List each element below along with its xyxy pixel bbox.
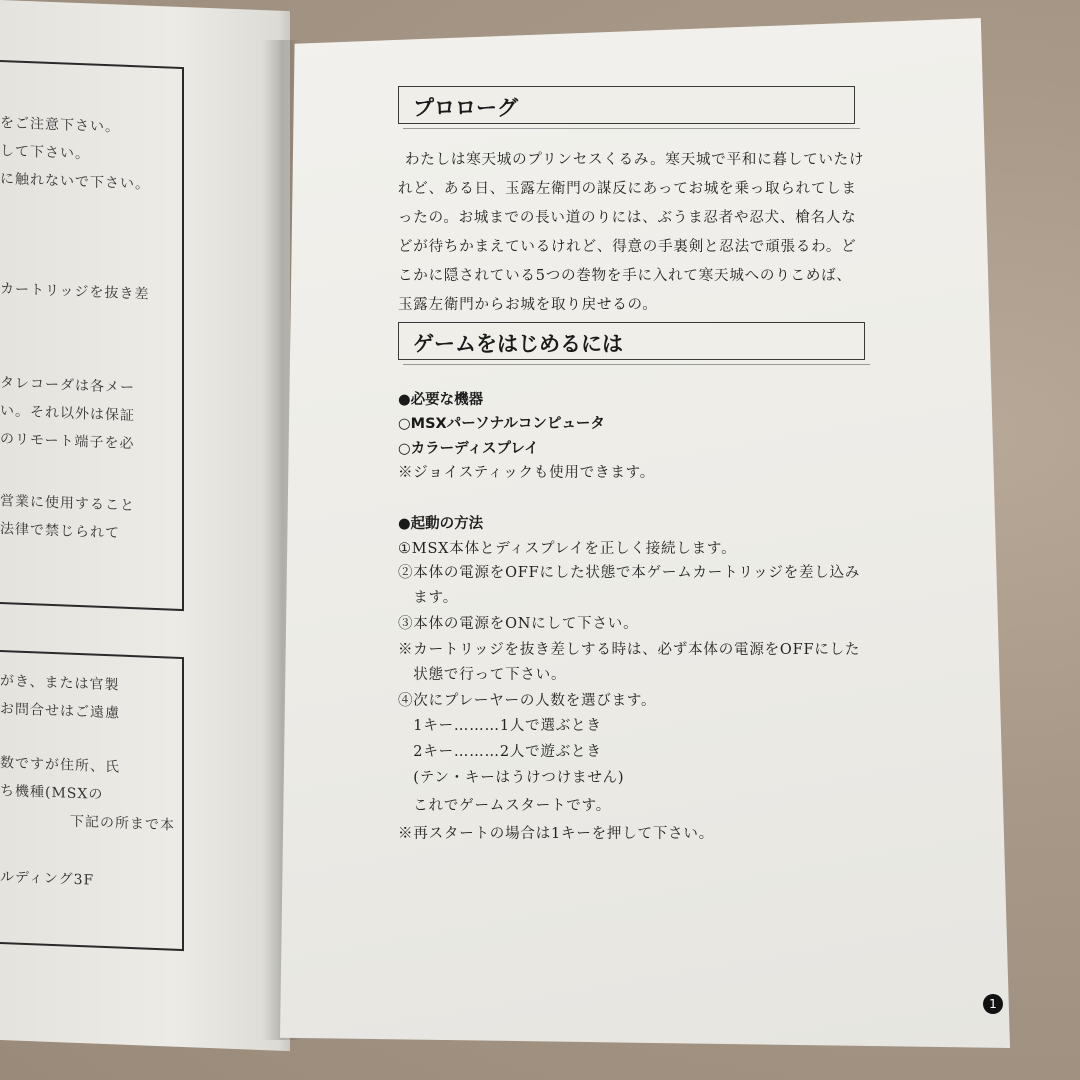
boot-step: ②本体の電源をOFFにした状態で本ゲームカートリッジを差し込み [398, 565, 861, 581]
left-text-line: のリモート端子を必 [0, 431, 135, 453]
left-text-line: ち機種(MSXの [0, 783, 104, 803]
equipment-item: ○MSXパーソナルコンピュータ [398, 416, 605, 432]
boot-step: ※再スタートの場合は1キーを押して下さい。 [398, 826, 715, 842]
left-page [0, 0, 290, 1051]
boot-step: 状態で行って下さい。 [398, 667, 567, 683]
joystick-note: ※ジョイスティックも使用できます。 [398, 465, 656, 481]
left-text-line: 下記の所まで本 [70, 813, 175, 834]
left-text-line: ルディング3F [0, 869, 95, 889]
boot-step: ③本体の電源をONにして下さい。 [398, 616, 639, 632]
boot-step: これでゲームスタートです。 [398, 798, 612, 814]
left-text-line: 数ですが住所、氏 [0, 755, 120, 776]
left-text-line: 法律で禁じられて [0, 521, 120, 542]
boot-step: ※カートリッジを抜き差しする時は、必ず本体の電源をOFFにした [398, 642, 861, 658]
boot-step: 2キー………2人で遊ぶとき [398, 744, 602, 760]
boot-step: ます。 [398, 590, 459, 606]
boot-step: ①MSX本体とディスプレイを正しく接続します。 [398, 541, 737, 557]
prologue-line: こかに隠されている5つの巻物を手に入れて寒天城へのりこめば、 [398, 268, 852, 284]
right-page [280, 18, 1010, 1048]
start-heading-text: ゲームをはじめるには [413, 332, 623, 356]
boot-title: ●起動の方法 [398, 516, 484, 532]
prologue-line: れど、ある日、玉露左衛門の謀反にあってお城を乗っ取られてしま [398, 181, 857, 197]
left-text-line: がき、または官製 [0, 673, 120, 694]
equipment-title: ●必要な機器 [398, 392, 484, 408]
prologue-heading-text: プロローグ [413, 96, 518, 120]
left-text-line: カートリッジを抜き差 [0, 281, 150, 303]
prologue-line: どが待ちかまえているけれど、得意の手裏剣と忍法で頑張るわ。ど [398, 239, 857, 255]
boot-step: 1キー………1人で選ぶとき [398, 718, 602, 734]
equipment-item: ○カラーディスプレイ [398, 441, 539, 457]
boot-step: (テン・キーはうけつけません) [398, 770, 625, 786]
boot-step: ④次にプレーヤーの人数を選びます。 [398, 693, 657, 709]
prologue-heading [398, 86, 855, 124]
prologue-line: ったの。お城までの長い道のりには、ぶうま忍者や忍犬、槍名人な [398, 210, 857, 226]
left-text-line: お問合せはご遠慮 [0, 701, 120, 722]
left-text-line: い。それ以外は保証 [0, 403, 135, 425]
left-text-line: に触れないで下さい。 [0, 171, 150, 193]
left-text-line: して下さい。 [0, 143, 90, 163]
start-heading [398, 322, 865, 360]
left-text-line: 営業に使用すること [0, 493, 135, 515]
left-text-line: タレコーダは各メー [0, 375, 135, 397]
page-number: 1 [983, 994, 1003, 1014]
prologue-line: わたしは寒天城のプリンセスくるみ。寒天城で平和に暮していたけ [405, 152, 865, 168]
prologue-line: 玉露左衛門からお城を取り戻せるの。 [398, 297, 658, 313]
left-text-line: をご注意下さい。 [0, 115, 120, 136]
